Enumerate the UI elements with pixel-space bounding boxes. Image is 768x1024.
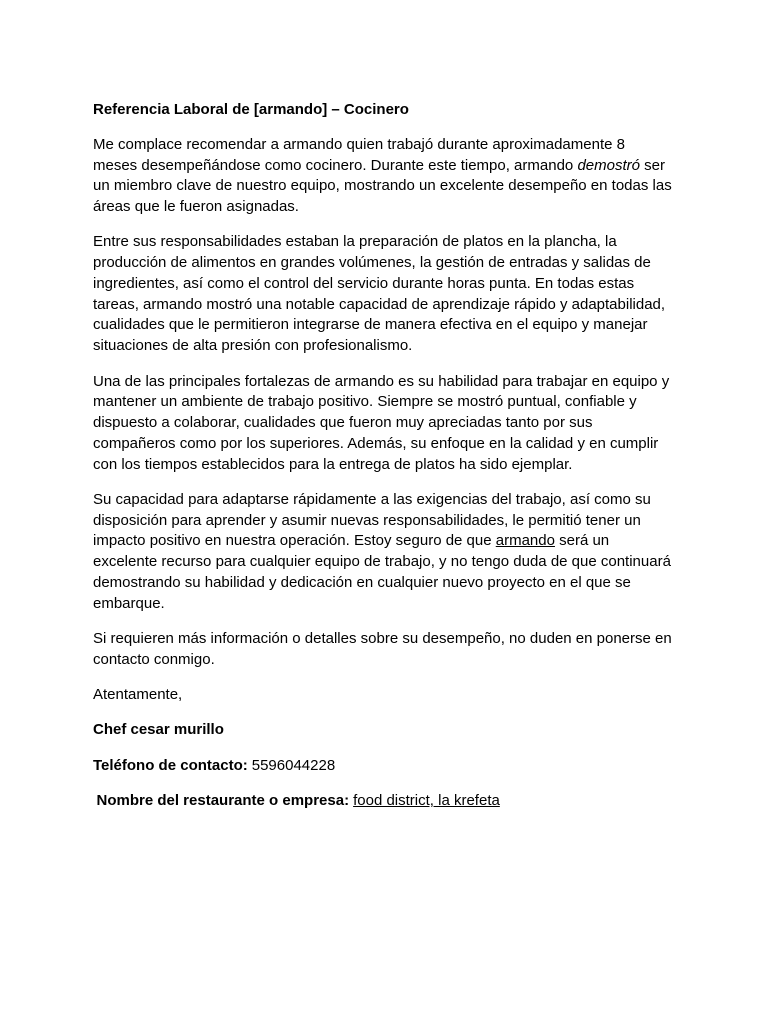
- closing-salutation: Atentamente,: [93, 686, 183, 704]
- text-line: [93, 156, 703, 177]
- underlined-name: armando: [495, 532, 555, 550]
- paragraph-contact-offer: [93, 629, 703, 671]
- text-line: excelente recurso para cualquier equipo de trabajo, y no tengo duda de que continuará: [93, 553, 671, 571]
- company-name: food district, la krefeta: [353, 792, 500, 810]
- text-line: producción de alimentos en grandes volúmenes, la gestión de entradas y salidas de: [93, 254, 651, 272]
- paragraph-strengths: [93, 372, 703, 476]
- text-fragment: meses desempeñándose como cocinero. Durante este tiempo, armando: [93, 156, 578, 174]
- text-line: mantener un ambiente de trabajo positivo. Siempre se mostró puntual, confiable y: [93, 393, 637, 411]
- text-line: Una de las principales fortalezas de armando es su habilidad para trabajar en equipo y: [93, 372, 670, 390]
- text-line: cualidades que le permitieron integrarse de manera efectiva en el equipo y manejar: [93, 316, 648, 334]
- contact-phone: [93, 756, 703, 777]
- text-line: áreas que le fueron asignadas.: [93, 198, 299, 216]
- text-line: Su capacidad para adaptarse rápidamente a las exigencias del trabajo, así como su: [93, 490, 651, 508]
- text-line: contacto conmigo.: [93, 650, 215, 668]
- paragraph-adaptability: [93, 490, 703, 615]
- text-line: compañeros como por los superiores. Además, su enfoque en la calidad y en cumplir: [93, 434, 659, 452]
- reference-letter: [93, 100, 703, 827]
- paragraph-intro: [93, 135, 703, 218]
- text-line: dispuesto a colaborar, cualidades que fueron muy apreciadas tanto por sus: [93, 414, 593, 432]
- emphasized-word: demostró: [577, 156, 640, 174]
- text-line: Me complace recomendar a armando quien trabajó durante aproximadamente 8: [93, 135, 625, 153]
- letter-title: Referencia Laboral de [armando] – Cocinero: [93, 100, 409, 118]
- company-line: [93, 791, 703, 812]
- signature-name: Chef cesar murillo: [93, 721, 224, 739]
- text-line: [93, 531, 703, 552]
- phone-label: Teléfono de contacto:: [93, 756, 248, 774]
- text-line: situaciones de alta presión con profesionalismo.: [93, 337, 413, 355]
- text-line: embarque.: [93, 594, 165, 612]
- text-line: disposición para aprender y asumir nuevas responsabilidades, le permitió tener un: [93, 511, 641, 529]
- phone-number: 5596044228: [251, 756, 336, 774]
- text-line: Entre sus responsabilidades estaban la preparación de platos en la plancha, la: [93, 233, 617, 251]
- text-line: tareas, armando mostró una notable capacidad de aprendizaje rápido y adaptabilidad,: [93, 295, 666, 313]
- text-fragment: ser: [639, 156, 665, 174]
- text-line: demostrando su habilidad y dedicación en cualquier nuevo proyecto en el que se: [93, 573, 631, 591]
- text-line: Si requieren más información o detalles sobre su desempeño, no duden en ponerse en: [93, 629, 672, 647]
- text-line: un miembro clave de nuestro equipo, mostrando un excelente desempeño en todas las: [93, 177, 672, 195]
- text-line: con los tiempos establecidos para la entrega de platos ha sido ejemplar.: [93, 455, 573, 473]
- text-line: ingredientes, así como el control del servicio durante horas punta. En todas estas: [93, 274, 635, 292]
- company-label: Nombre del restaurante o empresa:: [96, 792, 350, 810]
- paragraph-responsibilities: [93, 232, 703, 357]
- text-fragment: será un: [554, 532, 610, 550]
- text-fragment: impacto positivo en nuestra operación. Estoy seguro de que: [93, 532, 496, 550]
